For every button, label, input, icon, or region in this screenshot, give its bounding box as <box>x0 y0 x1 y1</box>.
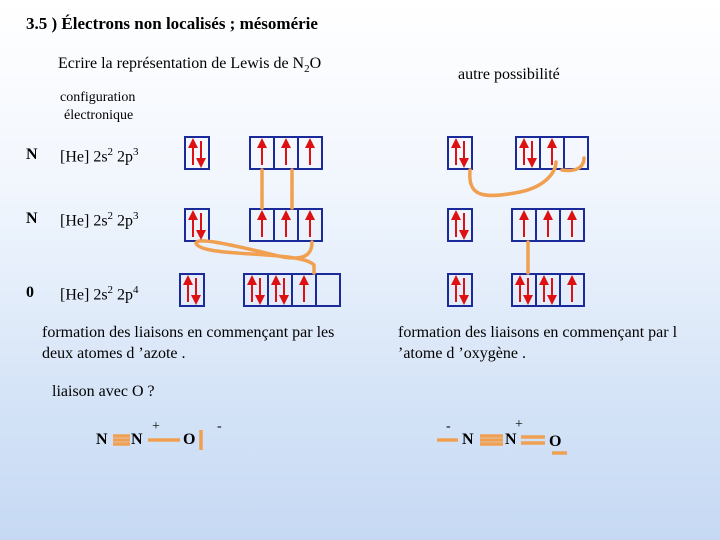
config-n2: [He] $2s^2$ $2p^3$ <box>60 210 139 230</box>
lewis-right-n2: N <box>505 431 517 448</box>
lewis-left-n1: N <box>96 431 108 448</box>
formation-left-text: formation des liaisons en commençant par les deux atomes d ’azote . <box>42 324 335 362</box>
orbital-box <box>516 137 540 169</box>
orbital-box <box>448 209 472 241</box>
lewis-left-charge-minus: - <box>217 419 222 434</box>
atom-o: 0 <box>26 284 34 301</box>
lewis-right-charge-minus: - <box>446 419 451 434</box>
orbital-box <box>180 274 204 306</box>
orbital-box <box>448 274 472 306</box>
config-header-line1: configuration <box>60 90 136 105</box>
orbital-box <box>185 209 209 241</box>
lewis-right-charge-plus: + <box>515 417 523 432</box>
formation-right-text: formation des liaisons en commençant par l ’atome d ’oxygène . <box>398 324 678 362</box>
orbital-box <box>316 274 340 306</box>
lewis-right-n1: N <box>462 431 474 448</box>
lewis-left-n2: N <box>131 431 143 448</box>
orbital-box <box>185 137 209 169</box>
orbital-box <box>268 274 292 306</box>
instruction-text: Ecrire la représentation de Lewis de $N_2O$ <box>58 55 322 76</box>
autre-possibilite-label: autre possibilité <box>458 66 560 83</box>
page-title: 3.5 ) Électrons non localisés ; mésomérie <box>26 14 318 33</box>
atom-n2: N <box>26 210 38 227</box>
lewis-left-charge-plus: + <box>152 419 160 434</box>
config-n1: [He] $2s^2$ $2p^3$ <box>60 146 139 166</box>
config-header-line2: électronique <box>64 108 134 123</box>
liaison-question: liaison avec O ? <box>52 383 155 400</box>
bond-connector <box>196 241 314 273</box>
lewis-right-o: O <box>549 433 562 450</box>
orbital-box <box>244 274 268 306</box>
orbital-box <box>536 274 560 306</box>
config-o: [He] $2s^2$ $2p^4$ <box>60 284 139 304</box>
orbital-box <box>512 274 536 306</box>
lewis-left-bonds <box>113 430 567 453</box>
atom-n1: N <box>26 146 38 163</box>
orbital-box <box>448 137 472 169</box>
bond-connector <box>470 162 556 196</box>
lewis-left-o: O <box>183 431 196 448</box>
